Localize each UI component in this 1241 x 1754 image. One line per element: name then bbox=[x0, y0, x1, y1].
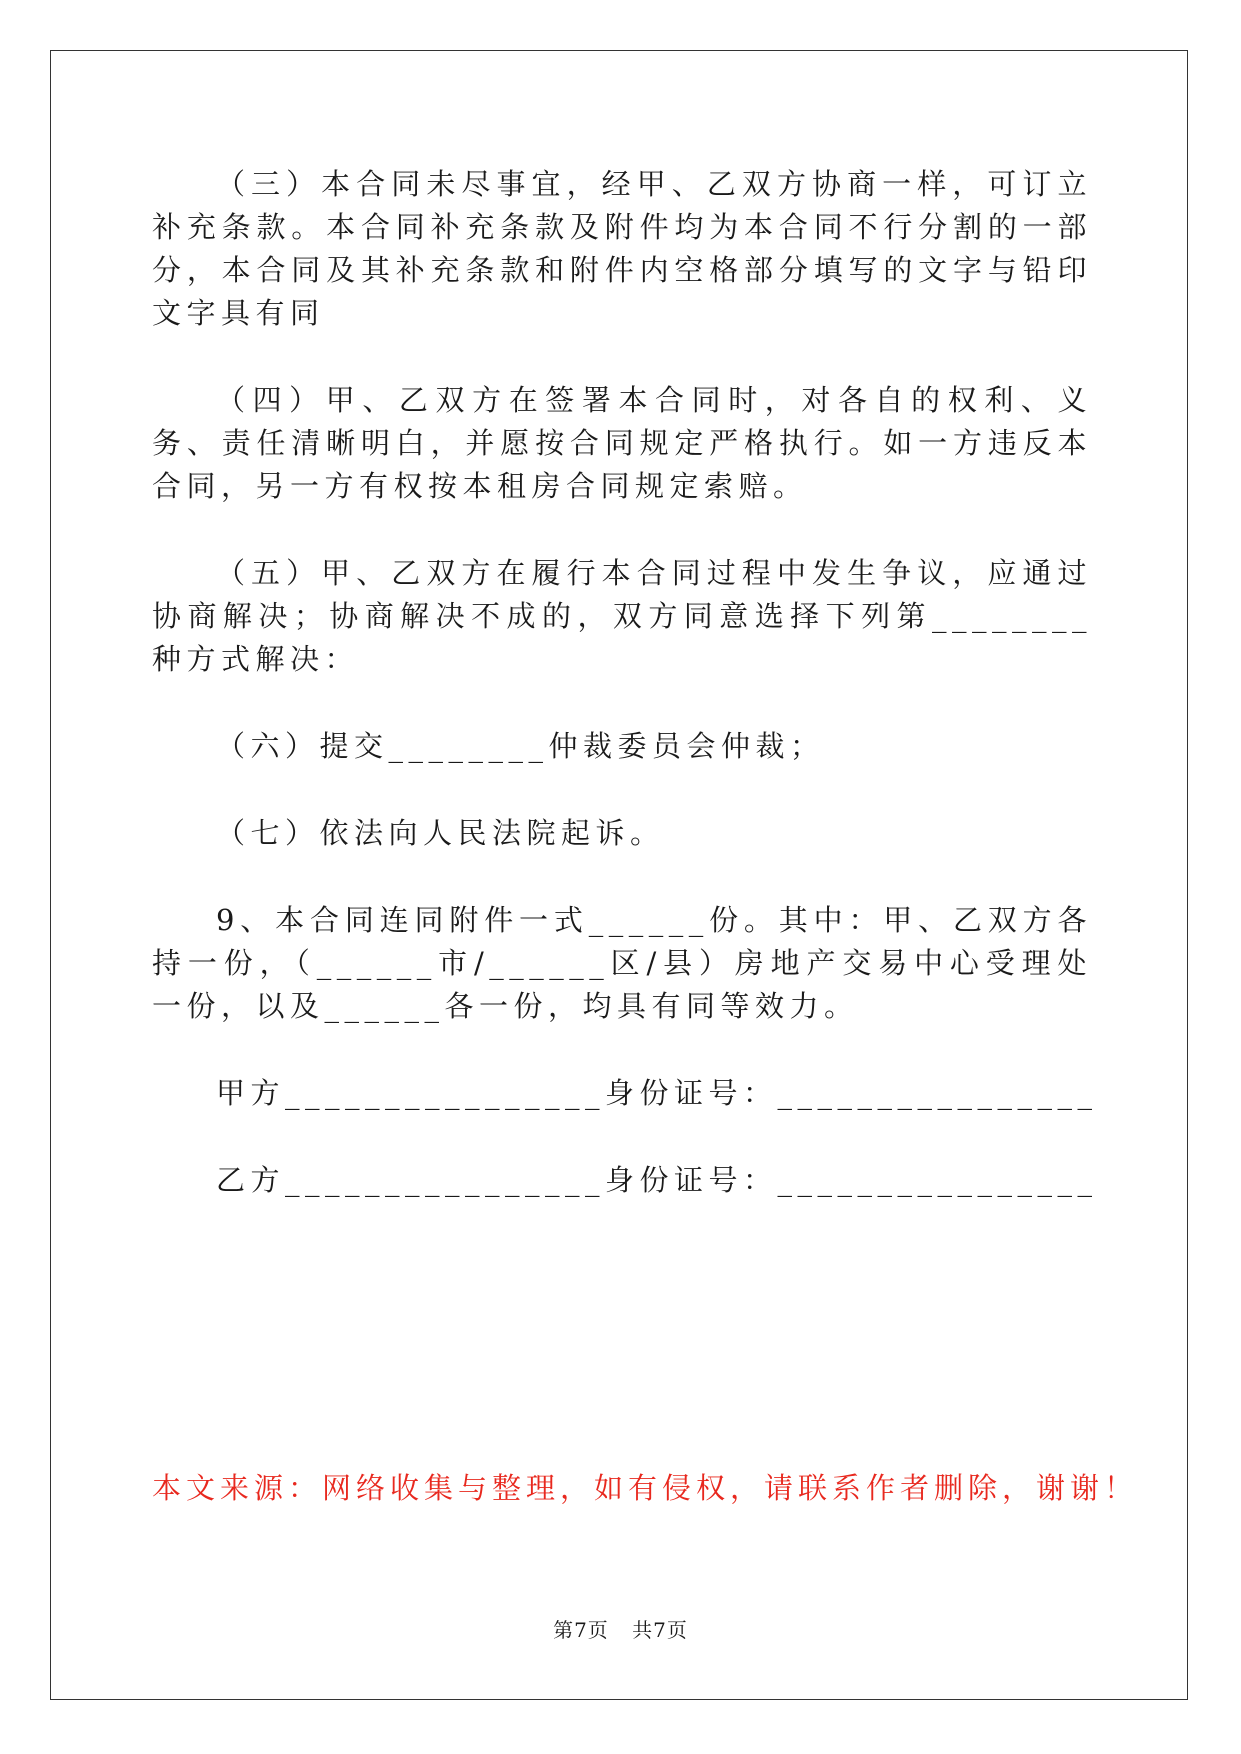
page-total: 共7页 bbox=[632, 1618, 688, 1642]
party-b-signature-line: 乙方________________身份证号：________________ bbox=[216, 1163, 1098, 1197]
clause-seven: （七）依法向人民法院起诉。 bbox=[216, 816, 665, 850]
clause-nine: 9、本合同连同附件一式______份。其中：甲、乙双方各持一份，（______市/______区/县）房地产交易中心受理处一份，以及______各一份，均具有同等效力。 bbox=[152, 903, 1092, 1023]
clause-five: （五）甲、乙双方在履行本合同过程中发生争议，应通过协商解决；协商解决不成的，双方同意选择下列第________种方式解决： bbox=[152, 556, 1092, 676]
source-disclaimer: 本文来源：网络收集与整理，如有侵权，请联系作者删除，谢谢！ bbox=[152, 1471, 1139, 1505]
page-number: 第7页 bbox=[553, 1618, 609, 1642]
party-a-signature-line: 甲方________________身份证号：________________ bbox=[216, 1076, 1098, 1110]
clause-three: （三）本合同未尽事宜，经甲、乙双方协商一样，可订立补充条款。本合同补充条款及附件均为本合同不行分割的一部分，本合同及其补充条款和附件内空格部分填写的文字与铅印文字具有同 bbox=[152, 167, 1092, 330]
clause-four: （四）甲、乙双方在签署本合同时，对各自的权利、义务、责任清晰明白，并愿按合同规定严格执行。如一方违反本合同，另一方有权按本租房合同规定索赔。 bbox=[152, 383, 1092, 503]
document-body bbox=[152, 163, 1098, 1202]
page-footer bbox=[0, 1614, 1241, 1643]
clause-six: （六）提交________仲裁委员会仲裁； bbox=[216, 729, 825, 763]
